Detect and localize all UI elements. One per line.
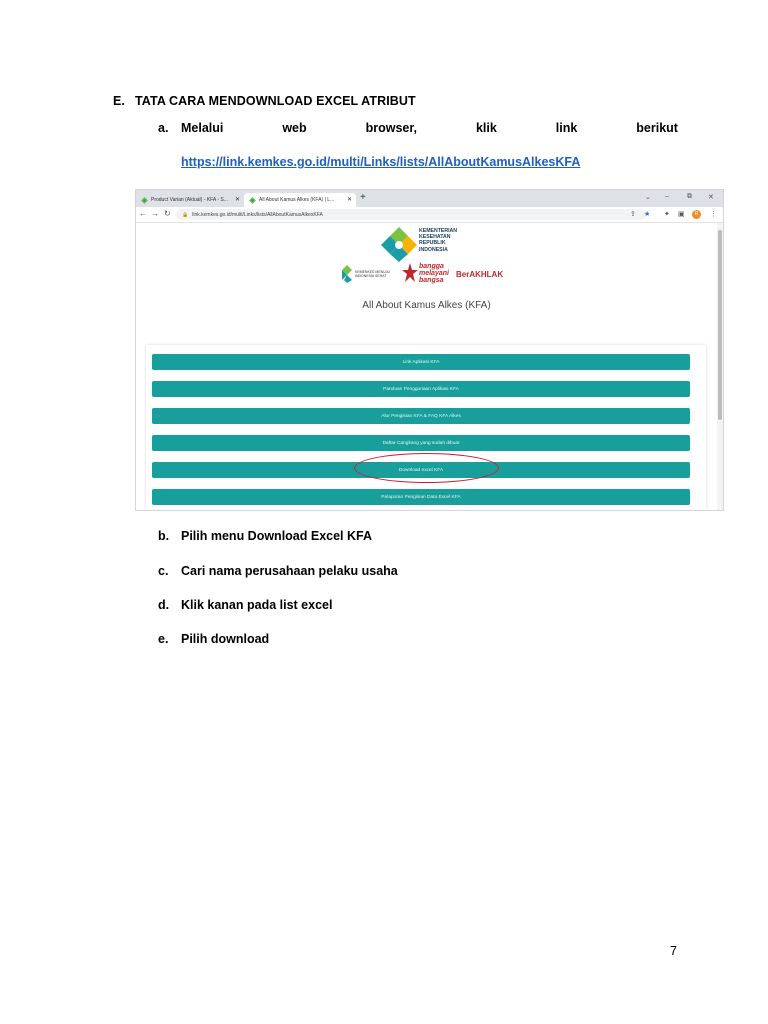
browser-screenshot [136,190,723,510]
menu-button-download-excel[interactable]: Download excel KFA [152,462,690,478]
bangga-line: bangga [419,263,444,270]
step-letter: e. [158,632,169,646]
step-a-word: link [555,121,578,135]
back-icon[interactable]: ← [139,209,147,218]
tab-bar [136,190,723,207]
bangga-melayani-logo-icon [402,263,418,283]
bangga-melayani-text [419,263,449,284]
avatar[interactable]: R [692,210,701,219]
tab-title: Product Varian (Aktual) - KFA - S... [151,197,228,203]
minimize-icon[interactable]: – [665,193,669,200]
reload-icon[interactable]: ↻ [164,209,171,218]
kemenkes-logo-text [419,228,457,253]
url-text: link.kemkes.go.id/multi/Links/lists/AllAboutKamusAlkesKFA [192,211,323,218]
step-letter: b. [158,529,170,543]
url-field[interactable] [176,209,646,220]
step-text: Cari nama perusahaan pelaku usaha [181,564,398,578]
step-text: Klik kanan pada list excel [181,598,333,612]
tab-all-about-kamus[interactable] [244,193,356,207]
new-tab-icon[interactable]: + [360,192,366,203]
berakhlak-logo: BerAKHLAK [456,270,504,279]
menu-button-alur-pengisian[interactable]: Alur Pengisian KFA & FAQ KFA Alkes [152,408,690,424]
lock-icon: 🔒 [182,211,189,218]
menu-button-link-aplikasi[interactable]: Link Aplikasi KFA [152,354,690,370]
chevron-down-icon[interactable]: ⌄ [645,194,651,201]
step-letter: c. [158,564,169,578]
tab-title: All About Kamus Alkes (KFA) | L... [259,197,335,203]
bangga-line: melayani [419,270,449,277]
step-a-text [181,121,678,135]
tab-product-varian[interactable] [136,193,244,207]
address-bar [136,207,723,223]
step-a-word: Melalui [181,121,224,135]
step-letter: d. [158,598,170,612]
step-a-word: berikut [636,121,678,135]
logo-line: KEMENTERIAN [419,228,458,234]
indonesia-sehat-text [355,270,390,278]
step-text: Pilih menu Download Excel KFA [181,529,373,543]
menu-button-pelaporan[interactable]: Pelaporan Pengisian Data Excel KFA [152,489,690,505]
section-heading [113,94,416,108]
menu-button-daftar-cangkang[interactable]: Daftar Cangkang yang sudah dibuat [152,435,690,451]
forward-icon[interactable]: → [151,209,159,218]
star-icon[interactable]: ★ [644,211,651,218]
scrollbar-thumb[interactable] [718,230,722,420]
step-a-word: web [282,121,307,135]
logo-line: INDONESIA [419,246,448,253]
indonesia-sehat-logo-icon [340,265,354,283]
share-icon[interactable]: ⇪ [630,211,636,218]
window-close-icon[interactable]: ✕ [708,194,714,201]
logo-line: KESEHATAN [419,234,451,241]
bangga-line: bangsa [419,277,444,284]
restore-icon[interactable]: ⧉ [687,193,692,200]
close-icon[interactable]: ✕ [234,197,240,203]
kemenkes-favicon-icon [141,197,148,204]
logo-line: REPUBLIK [419,240,446,247]
site-title: All About Kamus Alkes (KFA) [362,300,491,311]
step-a-word: klik [475,121,497,135]
menu-button-panduan[interactable]: Panduan Penggunaan Aplikasi KFA [152,381,690,397]
extensions-icon[interactable]: ✦ [664,211,670,218]
sidebar-icon[interactable]: ▣ [678,211,685,218]
step-a-word: browser, [365,121,418,135]
kemenkes-favicon-icon [249,197,256,204]
page-number: 7 [670,944,677,958]
menu-dots-icon[interactable]: ⋮ [710,211,717,218]
highlight-circle [354,453,499,483]
kemenkes-logo-icon [381,226,417,262]
sehat-line: INDONESIA SEHAT [355,274,387,278]
step-a-letter: a. [158,121,169,135]
step-text: Pilih download [181,632,270,646]
section-title: TATA CARA MENDOWNLOAD EXCEL ATRIBUT [135,94,416,108]
kfa-link[interactable]: https://link.kemkes.go.id/multi/Links/lists/AllAboutKamusAlkesKFA [181,155,581,169]
section-number: E. [113,94,126,108]
close-icon[interactable]: ✕ [346,197,352,203]
sehat-line: KEMENKES MENUJU [355,270,391,274]
